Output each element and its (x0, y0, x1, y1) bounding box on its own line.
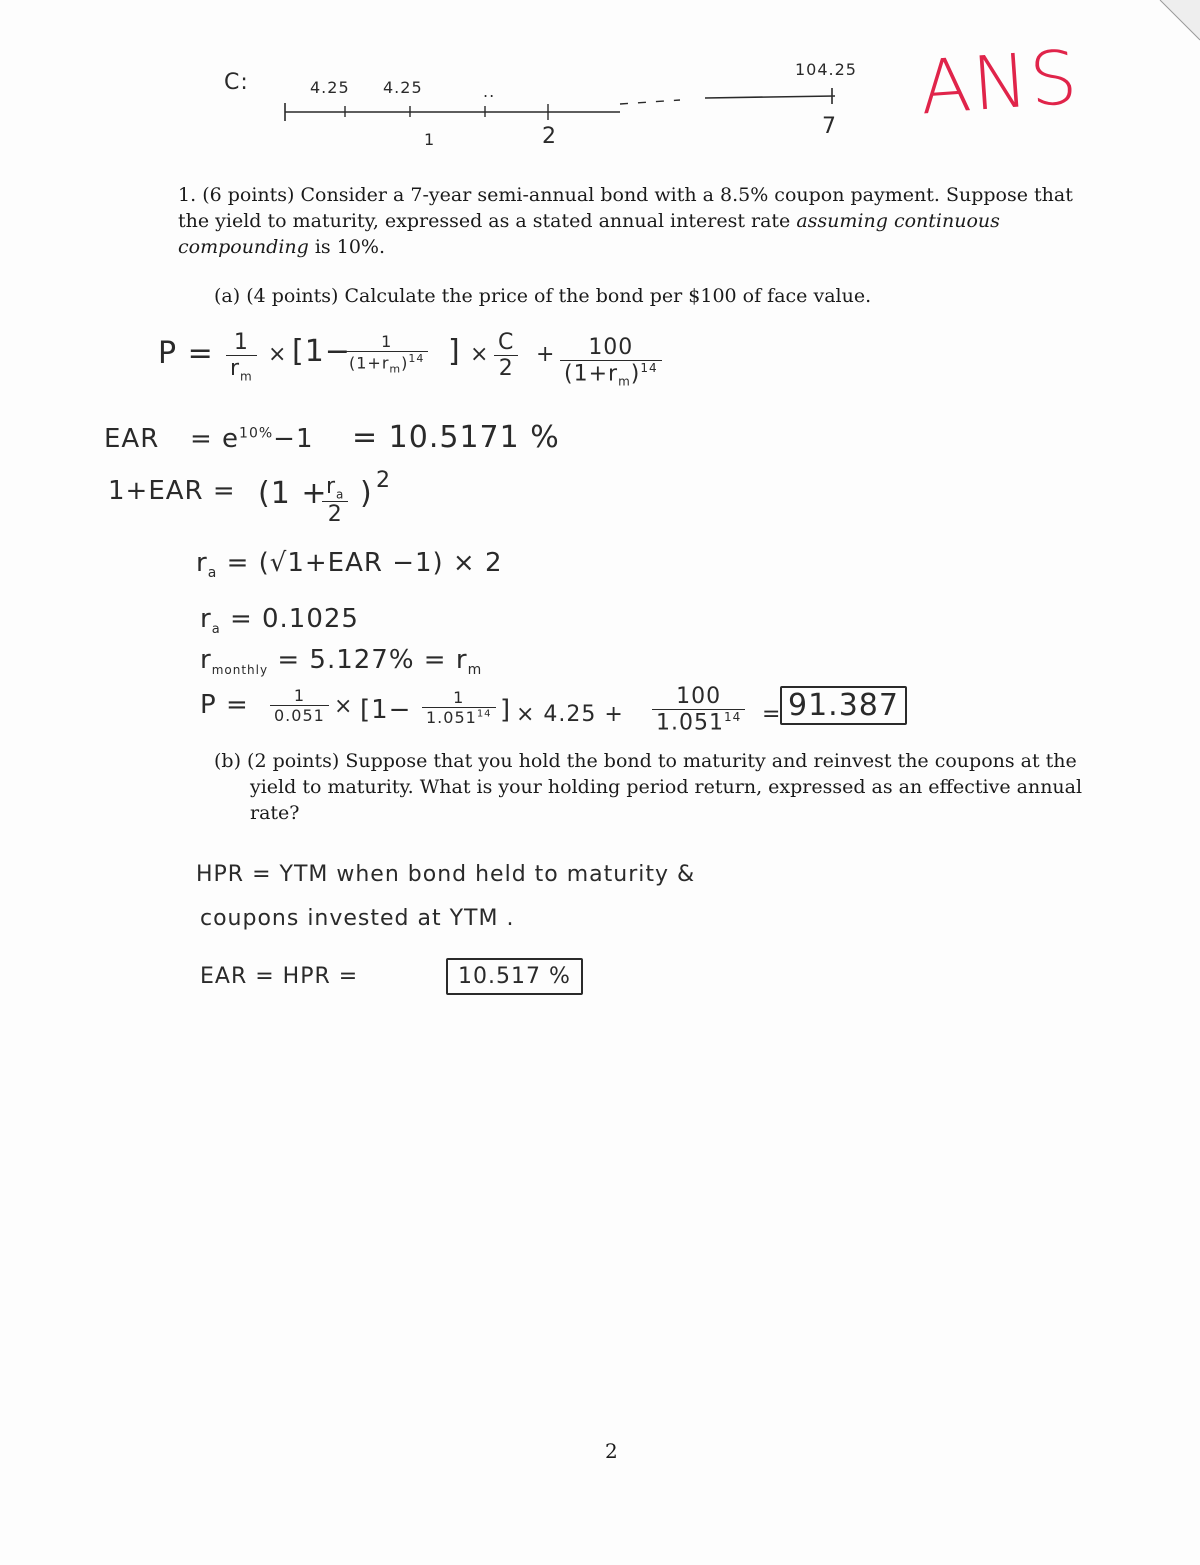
fraction-numerator: C (494, 330, 518, 356)
fraction-numerator: $r_a$ (322, 474, 348, 502)
bracket-close: ] (448, 334, 461, 369)
timeline-tick-label-2: 2 (542, 124, 557, 149)
timeline-label: C: (224, 70, 249, 95)
r-monthly-line: $r_{monthly} = 5.127\% = r_m$ (200, 645, 483, 679)
paren-open: (1 + (258, 476, 328, 511)
fraction-denominator: 1.051$^{14}$ (656, 710, 742, 736)
fraction-denominator: 2 (327, 502, 343, 528)
fraction-denominator: 0.051 (274, 706, 325, 725)
fraction-denominator: $(1+r_m)^{14}$ (349, 352, 425, 376)
multiply-sign-1: × (268, 342, 288, 367)
hpr-explanation-line-2: coupons invested at YTM . (200, 906, 515, 931)
fraction-ra-over-2 (322, 474, 348, 527)
timeline-ellipsis: .. (483, 82, 496, 101)
timeline-cf-2: 4.25 (383, 78, 423, 97)
bracket2-open: [1− (360, 695, 412, 725)
ear-label: EAR (104, 424, 160, 454)
timeline-tick-label-7: 7 (822, 114, 837, 139)
hpr-ear-label: EAR = HPR = (200, 964, 359, 989)
fraction-numerator: 1 (226, 330, 257, 356)
part-b-prompt: (b) (2 points) Suppose that you hold the bond to maturity and reinvest the coupons at the yield to maturity. What is your holding period return, expressed as an effective annual rate? (214, 750, 1083, 824)
fraction-numerator: 100 (560, 335, 662, 361)
paren-close: ) (360, 476, 373, 511)
plus-sign-1: + (536, 342, 556, 367)
ear-equation: = $e^{10\%}-1$ (190, 424, 314, 454)
ra-formula: $r_a = (√1+EAR -1) \times 2$ (196, 548, 503, 582)
fraction-denominator: 1.051$^{14}$ (426, 708, 492, 727)
question-1 (178, 182, 1083, 260)
fraction-denominator: $(1+r_m)^{14}$ (564, 361, 658, 389)
fraction-c-over-2 (494, 330, 518, 381)
coupon-term: × 4.25 + (516, 702, 624, 727)
bracket2-close: ] (500, 695, 512, 725)
ear-result: = 10.5171 % (352, 420, 560, 455)
fraction-face-value (560, 335, 662, 389)
fraction-1-over-rm (226, 330, 257, 383)
equals-final: = (762, 702, 782, 727)
price-answer-box: 91.387 (780, 686, 907, 725)
ra-value: $r_a = 0.1025$ (200, 604, 359, 638)
question-number: 1. (178, 184, 197, 206)
fraction-discount (345, 332, 428, 376)
timeline-dashes (620, 100, 680, 104)
price-calc-label: P = (200, 690, 249, 720)
question-text-italic: assuming continuous compounding (178, 210, 1000, 258)
fraction-numerator: 1 (345, 332, 428, 352)
fraction-denominator: $r_m$ (230, 356, 253, 384)
fraction-face-numeric (652, 684, 745, 735)
bracket-open: [1− (292, 334, 351, 369)
answer-mark: ANS (917, 34, 1082, 132)
timeline-tick-label-1: 1 (424, 130, 436, 149)
hpr-explanation-line-1: HPR = YTM when bond held to maturity & (196, 862, 696, 887)
fraction-numerator: 1 (270, 686, 329, 706)
page-number: 2 (605, 1439, 618, 1463)
price-formula-label: P = (158, 336, 214, 371)
question-text-part-a: (6 points) Consider a 7-year semi-annual bond with a 8.5% coupon payment. Suppose that the yield to maturity, expressed as a stated annual interest rate (178, 184, 1073, 232)
hpr-answer-box: 10.517 % (446, 958, 583, 995)
timeline-cf-1: 4.25 (310, 78, 350, 97)
one-plus-ear-label: 1+EAR = (108, 476, 236, 506)
timeline-axis-right (705, 96, 835, 98)
fraction-numerator: 100 (652, 684, 745, 710)
part-a-prompt: (a) (4 points) Calculate the price of the bond per $100 of face value. (214, 285, 872, 307)
fraction-numerator: 1 (422, 688, 496, 708)
multiply-sign-3: × (334, 694, 354, 719)
fraction-denominator: 2 (498, 356, 514, 381)
fraction-1-over-0051 (270, 686, 329, 725)
multiply-sign-2: × (470, 342, 490, 367)
question-text-part-b: is 10%. (314, 236, 385, 258)
square-exponent: 2 (376, 468, 391, 493)
timeline-final-cf: 104.25 (795, 60, 857, 79)
fraction-discount-numeric (422, 688, 496, 727)
